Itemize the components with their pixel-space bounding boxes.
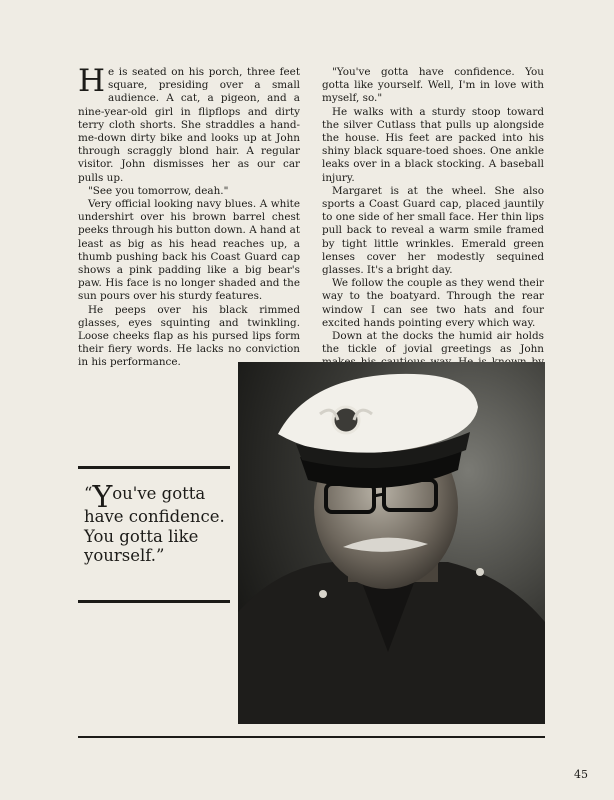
pull-quote-text: ou've gotta have confidence. You gotta like yourself.” (84, 484, 225, 565)
paragraph: Margaret is at the wheel. She also sports a Coast Guard cap, placed jauntily to one side of her small face. Her thin lips pull back to reveal a warm smile framed by tight little wrinkles. Emerald green lenses cover her modestly sequined glasses. It's a bright day. (322, 184, 544, 277)
drop-cap: H (78, 63, 106, 99)
article-column-right (322, 66, 544, 383)
bottom-rule (78, 736, 545, 738)
pull-quote-rule-bottom (78, 600, 230, 603)
article-column-left (78, 63, 300, 370)
paragraph: "See you tomorrow, deah." (88, 184, 229, 197)
paragraph: Down at the docks the humid air holds the tickle of jovial greetings as John (322, 330, 544, 356)
paragraph: He peeps over his black rimmed glasses, eyes squinting and twinkling. Loose cheeks flap as his pursed lips form their fiery words. He lacks no conviction in his performance. (78, 303, 300, 369)
paragraph: He walks with a sturdy stoop toward the silver Cutlass that pulls up alongside the house. His feet are packed into his shiny black square-toed shoes. One ankle leaks over in a black stocking. A baseball injury. (322, 105, 544, 184)
portrait-photo (238, 362, 545, 724)
pull-quote (84, 480, 234, 566)
portrait-illustration (238, 362, 545, 724)
paragraph: We follow the couple as they wend their way to the boatyard. Through the rear window I can see two hats and four excited hands pointing every which way. (322, 277, 544, 329)
paragraph-text: e is seated on his porch, three feet square, presiding over a small audience. A cat, a pigeon, and a nine-year-old girl in flipflops and dirty terry cloth shorts. She straddles a hand-me-down dirty bike and looks up at John through scraggly blond hair. A regular visitor. John dismisses her as our car pulls up. (78, 66, 300, 184)
paragraph: "You've gotta have confidence. You gotta like yourself. Well, I'm in love with myself, so." (322, 66, 544, 105)
paragraph (78, 63, 300, 185)
pull-quote-rule-top (78, 466, 230, 469)
paragraph: Very official looking navy blues. A white undershirt over his brown barrel chest peeks through his button down. A hand at least as big as his head reaches up, a thumb pushing back his Coast Guard cap shows a pink padding like a big bear's paw. His face is no longer shaded and the sun pours over his sturdy features. (78, 198, 300, 303)
page-number: 45 (574, 768, 588, 781)
pull-quote-cap: Y (92, 480, 113, 515)
pull-quote-open-mark: “ (84, 484, 93, 503)
